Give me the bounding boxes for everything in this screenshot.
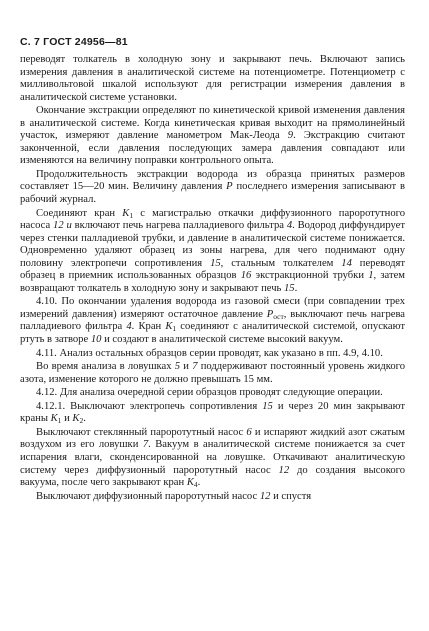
text-run: 4.10. По окончании удаления водорода из газовой смеси (при совпадении трех измерений давления) измеряют остаточное давление <box>20 296 405 320</box>
paragraph-p4 <box>20 208 405 296</box>
italic-ref: P <box>266 308 274 320</box>
italic-ref: 12 <box>259 490 271 502</box>
paragraph-p9 <box>20 401 405 426</box>
italic-ref: 1 <box>368 270 374 282</box>
text-run: . Вакуум в аналитической системе понижается за счет испарения влаги, сконденсированной на ловушке. Откачивают аналитическую систему через диффузионный пароротутный насос <box>20 439 405 476</box>
text-run: . <box>197 477 201 489</box>
text-run: с магистралью откачки диффузионного пароротутного насоса <box>20 207 405 232</box>
text-run: Соединяют кран <box>36 207 123 219</box>
paragraph-p11 <box>20 491 405 504</box>
italic-ref: 12 <box>278 464 290 476</box>
subscript: 1 <box>129 210 134 220</box>
paragraph-p2 <box>20 105 405 168</box>
text-run: до создания высокого вакуума, после чего закрывают кран <box>20 464 405 489</box>
italic-ref: P <box>226 181 233 193</box>
text-run: . <box>83 413 86 425</box>
italic-ref: K <box>122 207 130 219</box>
italic-ref: 4 <box>126 321 132 333</box>
subscript: 1 <box>57 416 62 426</box>
italic-ref: 7 <box>192 361 198 373</box>
text-run: 4.11. Анализ остальных образцов серии проводят, как указано в пп. 4.9, 4.10. <box>36 347 383 359</box>
page-header: С. 7 ГОСТ 24956—81 <box>20 36 128 48</box>
italic-ref: K <box>165 321 173 333</box>
italic-ref: K <box>186 477 194 489</box>
text-run: и через 20 мин закрывают краны <box>20 400 405 425</box>
italic-ref: 12 <box>53 220 64 232</box>
text-run: 4.12.1. Выключают электропечь сопротивления <box>36 400 263 412</box>
subscript: ост <box>273 311 284 321</box>
italic-ref: K <box>72 413 80 425</box>
paragraph-p5 <box>20 296 405 346</box>
document-page <box>20 36 405 504</box>
text-run: . Экстракцию считают законченной, если давления последующих замера давления совпадают или изменяются на величину поправки контрольного опыта. <box>20 130 405 167</box>
italic-ref: 16 <box>240 270 252 282</box>
text-run: , выключают печь нагрева палладиевого фильтра <box>20 308 406 333</box>
subscript: 4 <box>193 480 198 490</box>
text-run: поддерживают постоянный уровень жидкого азота, изменение которого не должно превышать 15 мм. <box>20 361 406 385</box>
italic-ref: 5 <box>174 361 181 373</box>
text-run: соединяют с аналитической системой, опускают ртуть в затворе <box>20 321 405 346</box>
italic-ref: 15 <box>262 400 273 412</box>
text-run: Продолжительность экстракции водорода из образца принятых размеров составляет 15—20 мин. Величину давления <box>20 168 405 193</box>
paragraph-p3 <box>20 169 405 207</box>
paragraph-p8 <box>20 387 405 400</box>
document-body <box>20 54 405 503</box>
paragraph-p10 <box>20 427 405 490</box>
subscript: 2 <box>79 416 84 426</box>
italic-ref: 14 <box>341 257 352 269</box>
paragraph-p6 <box>20 348 405 361</box>
text-run: , стальным толкателем <box>220 257 342 269</box>
text-run: переводят толкатель в холодную зону и закрывают печь. Включают запись измерения давления в аналитической системе на потенциометре. Потенциометр с милливольтовой шкалой используют для регистрации измерения давления в аналитической системе установки. <box>20 54 405 103</box>
text-run: . Кран <box>131 321 166 333</box>
text-run: и <box>61 413 73 425</box>
text-run: переводят образец в приемник использованных образцов <box>20 257 405 282</box>
italic-ref: 10 <box>90 334 102 346</box>
paragraph-p7 <box>20 361 405 386</box>
italic-ref: 4 <box>286 220 293 232</box>
text-run: Выключают стеклянный пароротутный насос <box>36 426 247 438</box>
text-run: Во время анализа в ловушках <box>36 361 175 373</box>
text-run: . <box>294 282 298 294</box>
text-run: 4.12. Для анализа очередной серии образцов проводят следующие операции. <box>36 387 383 399</box>
text-run: и спустя <box>270 490 312 502</box>
text-run: Окончание экстракции определяют по кинетической кривой изменения давления в аналитической системе. Когда кинетическая кривая выходит на прямолинейный участок, измеряют давление манометром Мак-Леода <box>20 105 405 142</box>
italic-ref: и <box>66 220 72 232</box>
paragraph-p1 <box>20 54 405 104</box>
text-run: и <box>180 361 193 373</box>
text-run: и создают в аналитической системе высокий вакуум. <box>101 334 343 346</box>
italic-ref: K <box>50 413 58 425</box>
italic-ref: 15 <box>284 282 295 294</box>
italic-ref: 9 <box>287 130 294 142</box>
italic-ref: 6 <box>246 426 252 438</box>
text-run: , затем возвращают толкатель в холодную зону и закрывают печь <box>20 270 406 294</box>
text-run: экстракционной трубки <box>251 270 369 282</box>
text-run: и испаряют жидкий азот сжатым воздухом из его ловушки <box>20 426 405 451</box>
subscript: 1 <box>172 324 177 334</box>
text-run: . Водород диффундирует через стенки палладиевой трубки, и давление в аналитической системе понижается. Одновременно удаляют образец из зоны нагрева, для чего поднимают одну половину электропечи сопротивления <box>20 220 405 269</box>
italic-ref: 15 <box>210 257 221 269</box>
italic-ref: 7 <box>142 439 149 451</box>
text-run: Выключают диффузионный пароротутный насос <box>36 490 260 502</box>
text-run: последнего измерения записывают в рабочий журнал. <box>20 181 405 206</box>
text-run: включают печь нагрева палладиевого фильтра <box>71 220 287 232</box>
